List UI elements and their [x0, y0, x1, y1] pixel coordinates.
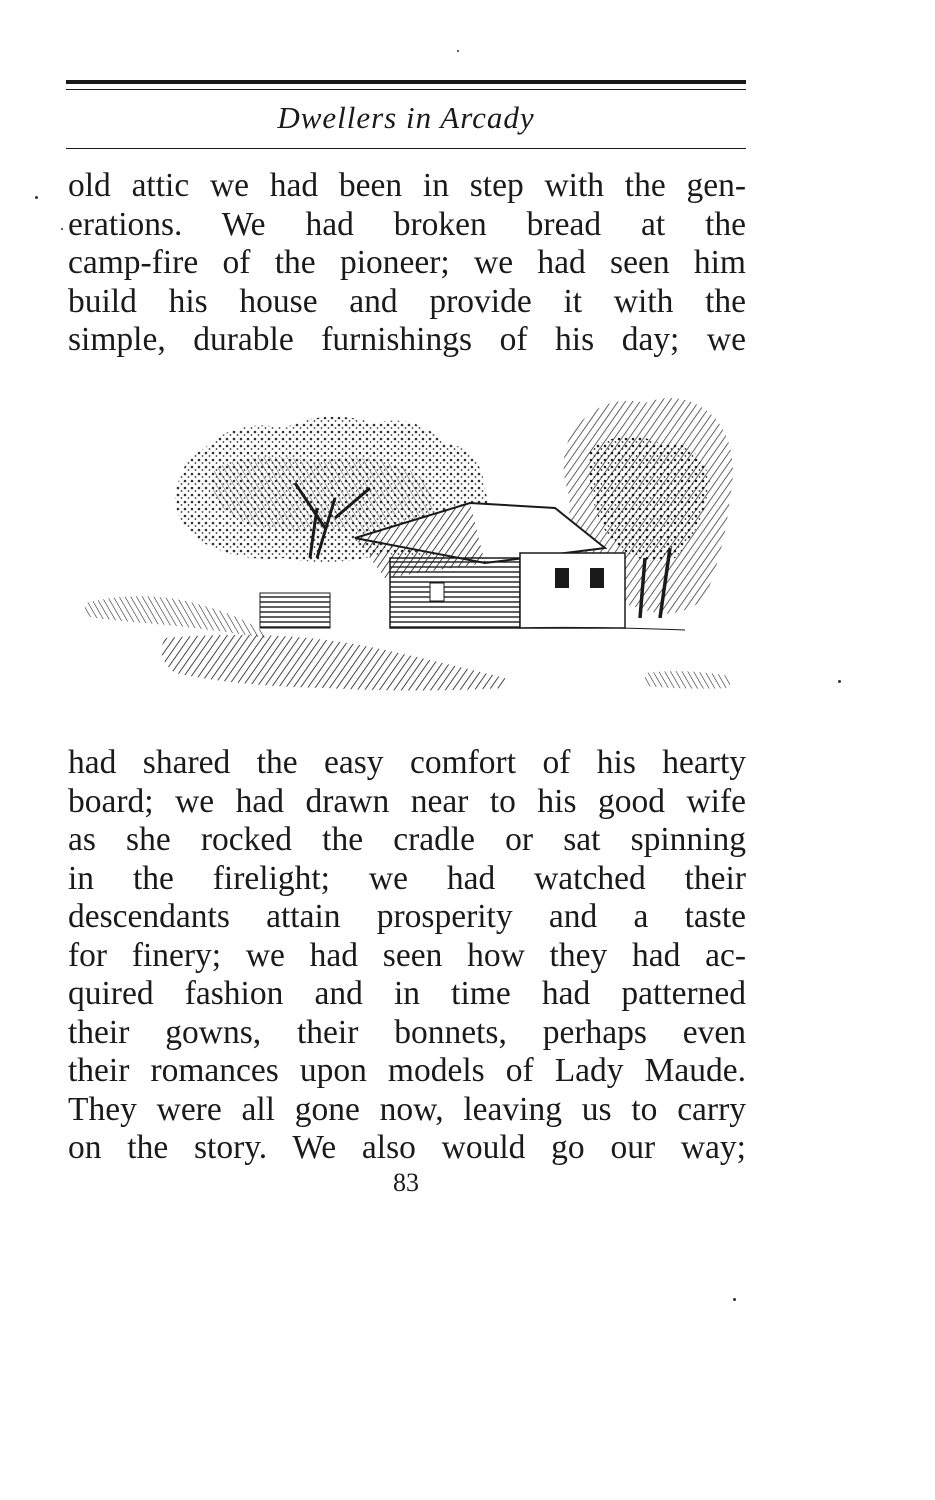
text-line: board; we had drawn near to his good wife	[68, 782, 746, 820]
text-line: on the story. We also would go our way;	[68, 1129, 746, 1166]
scan-speck	[35, 196, 38, 199]
text-line: old attic we had been in step with the gen-	[68, 167, 746, 204]
text-line: camp-fire of the pioneer; we had seen him	[68, 244, 746, 281]
text-line: build his house and provide it with the	[68, 282, 746, 320]
text-block-upper	[68, 167, 746, 360]
text-block-lower	[68, 744, 746, 1168]
text-line: for finery; we had seen how they had ac-	[68, 936, 746, 974]
text-line: in the firelight; we had watched their	[68, 859, 746, 897]
text-line: They were all gone now, leaving us to carry	[68, 1090, 746, 1128]
scan-speck	[838, 680, 841, 683]
header-rule-thick	[66, 80, 746, 84]
scan-speck	[457, 50, 459, 52]
page-number: 83	[393, 1168, 419, 1197]
text-line: had shared the easy comfort of his hearty	[68, 744, 746, 781]
text-line: their romances upon models of Lady Maude.	[68, 1052, 746, 1089]
header-rule-thin	[66, 89, 746, 90]
text-line: erations. We had broken bread at the	[68, 205, 746, 243]
text-line: quired fashion and in time had patterned	[68, 975, 746, 1012]
text-line: descendants attain prosperity and a taste	[68, 898, 746, 935]
text-line: simple, durable furnishings of his day; we	[68, 321, 746, 358]
running-title: Dwellers in Arcady	[277, 100, 535, 135]
farmhouse-illustration	[85, 388, 737, 706]
scan-speck	[61, 228, 63, 230]
scan-speck	[733, 1298, 736, 1301]
text-line: their gowns, their bonnets, perhaps even	[68, 1013, 746, 1051]
text-line: as she rocked the cradle or sat spinning	[68, 821, 746, 858]
header-rule-bottom	[66, 148, 746, 149]
